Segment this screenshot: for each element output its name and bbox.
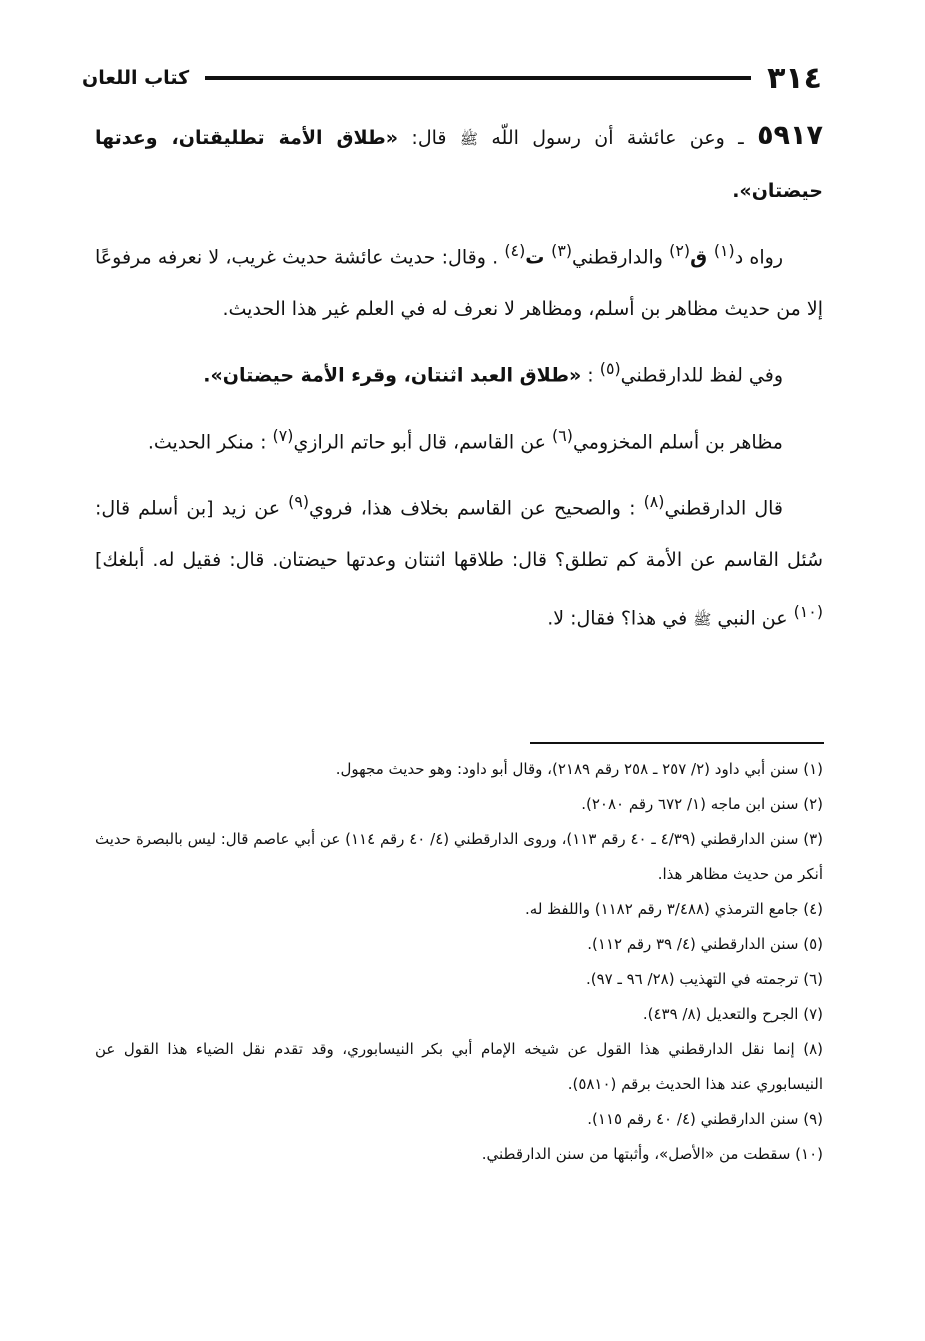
source-qaf: ق: [690, 246, 714, 269]
narrator-paragraph: [95, 410, 823, 468]
daraqutni-text: عن النبي: [711, 607, 794, 630]
narration-text: . وقال: حديث عائشة حديث غريب، لا نعرفه مرفوعًا إلا من حديث مظاهر بن أسلم، ومظاهر لا نعرف له في العلم غير هذا الحديث.: [95, 246, 823, 321]
salla-symbol: ﷺ: [693, 610, 712, 629]
footnotes: [95, 752, 823, 1172]
narration-paragraph: [95, 225, 823, 335]
footnote-ref-4: (٤): [504, 241, 526, 260]
narrator-text: مظاهر بن أسلم المخزومي: [572, 430, 783, 453]
footnote-5: (٥) سنن الدارقطني (٤/ ٣٩ رقم ١١٢).: [587, 935, 823, 953]
footnote-ref-2: (٢): [669, 241, 691, 260]
hadith-number: ٥٩١٧: [757, 120, 823, 151]
footnote-ref-3: (٣): [551, 241, 573, 260]
hadith-matn: «طلاق الأمة تطليقتان، وعدتها حيضتان».: [95, 127, 823, 202]
wording-matn: «طلاق العبد اثنتان، وقرء الأمة حيضتان».: [203, 364, 582, 387]
wording-paragraph: [95, 343, 823, 401]
page-header: [82, 58, 822, 98]
wording-text: وفي لفظ للدارقطني: [620, 364, 783, 387]
daraqutni-paragraph: [95, 476, 823, 646]
footnote-ref-5: (٥): [599, 359, 621, 379]
narration-text: رواه د: [734, 246, 783, 269]
footnote-separator: [530, 742, 824, 744]
header-rule: [205, 76, 751, 80]
qala-text: قال:: [398, 127, 460, 149]
footnote-9: (٩) سنن الدارقطني (٤/ ٤٠ رقم ١١٥).: [587, 1110, 823, 1128]
footnote-ref-8: (٨): [643, 491, 665, 511]
footnote-ref-9: (٩): [288, 491, 310, 511]
salla-symbol: ﷺ: [459, 130, 478, 148]
narrator-text: : منكر الحديث.: [147, 430, 273, 453]
footnote-1: (١) سنن أبي داود (٢/ ٢٥٧ ـ ٢٥٨ رقم ٢١٨٩)، وقال أبو داود: وهو حديث مجهول.: [335, 760, 823, 778]
source-ta: ت: [525, 246, 552, 269]
footnote-ref-6: (٦): [552, 425, 573, 445]
footnote-ref-7: (٧): [272, 425, 294, 445]
narrator-text: عن القاسم، قال أبو حاتم الرازي: [293, 430, 553, 453]
narration-text: والدارقطني: [572, 246, 670, 269]
main-text: [95, 110, 823, 654]
footnote-4: (٤) جامع الترمذي (٣/٤٨٨ رقم ١١٨٢) واللفظ له.: [525, 900, 823, 918]
wording-text: :: [581, 364, 600, 387]
page-number: ٣١٤: [767, 60, 822, 96]
daraqutni-text: : والصحيح عن القاسم بخلاف هذا، فروي: [309, 497, 644, 520]
footnote-ref-10: (١٠): [793, 602, 823, 622]
footnote-ref-1: (١): [713, 241, 735, 260]
footnote-3: (٣) سنن الدارقطني (٤/٣٩ ـ ٤٠ رقم ١١٣)، وروى الدارقطني (٤/ ٤٠ رقم ١١٤) عن أبي عاصم قال: ليس بالبصرة حديث أنكر من حديث مظاهر هذا.: [95, 830, 823, 883]
footnote-2: (٢) سنن ابن ماجه (١/ ٦٧٢ رقم ٢٠٨٠).: [581, 795, 823, 813]
hadith-intro: ـ وعن عائشة أن رسول اللّه: [477, 127, 758, 149]
hadith-paragraph: [95, 110, 823, 217]
footnote-6: (٦) ترجمته في التهذيب (٢٨/ ٩٦ ـ ٩٧).: [585, 970, 823, 988]
footnote-10: (١٠) سقطت من «الأصل»، وأثبتها من سنن الدارقطني.: [481, 1145, 823, 1163]
daraqutni-text: قال الدارقطني: [664, 497, 783, 520]
daraqutni-text: في هذا؟ فقال: لا.: [547, 607, 694, 630]
footnote-7: (٧) الجرح والتعديل (٨/ ٤٣٩).: [642, 1005, 823, 1023]
book-title: كتاب اللعان: [82, 67, 190, 89]
footnote-8: (٨) إنما نقل الدارقطني هذا القول عن شيخه الإمام أبي بكر النيسابوري، وقد تقدم نقل الضياء هذا القول عن النيسابوري عند هذا الحديث برقم (٥٨١٠).: [95, 1040, 823, 1093]
daraqutni-text: عن زيد [بن أسلم قال: سُئل القاسم عن الأمة كم تطلق؟ قال: طلاقها اثنتان وعدتها حيضتان. قال: فقيل له. أبلغك]: [95, 497, 823, 572]
